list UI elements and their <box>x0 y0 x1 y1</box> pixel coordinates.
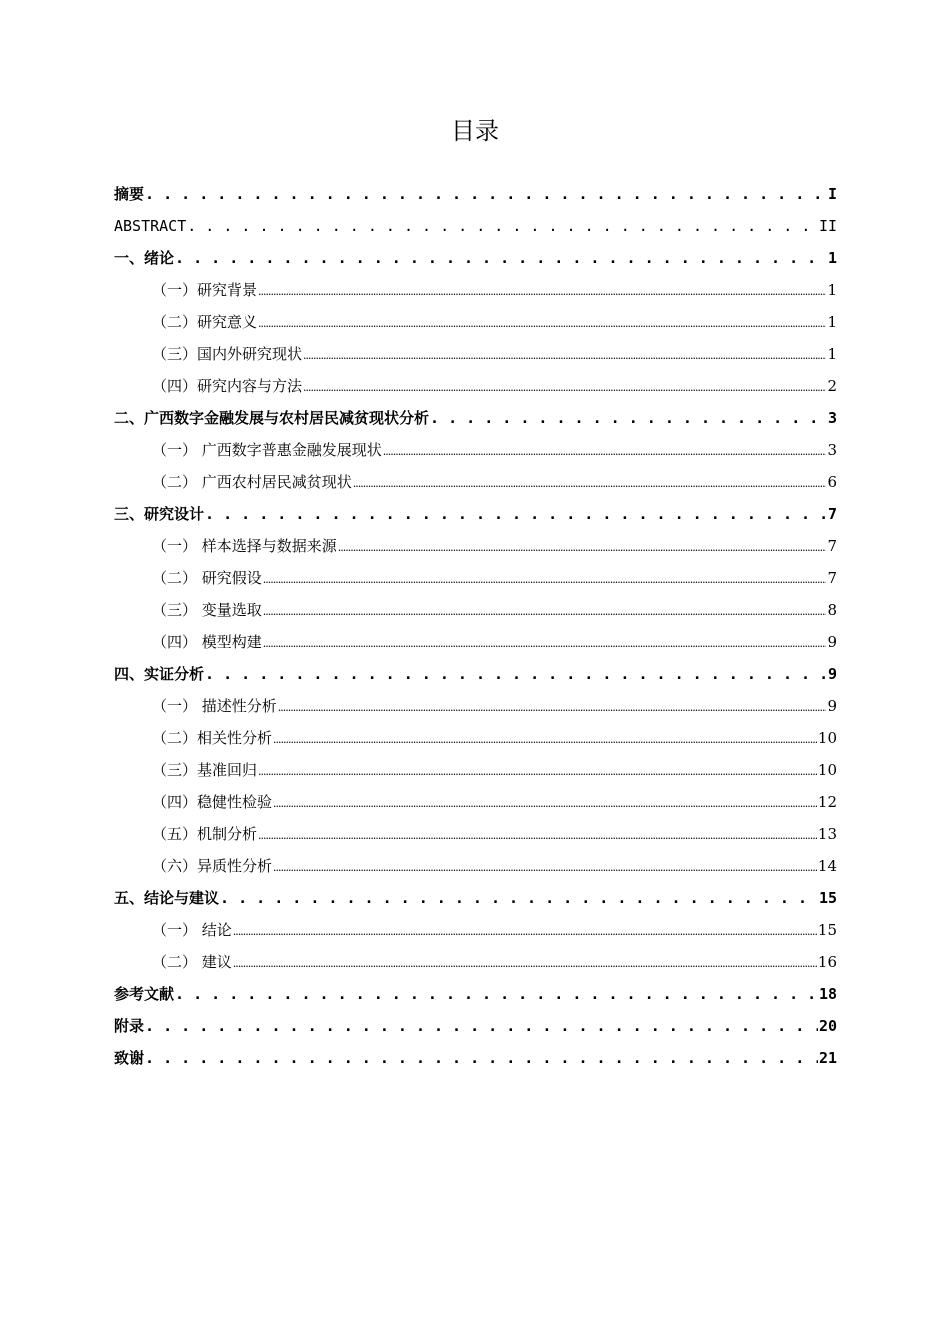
toc-entry-label: 致谢 <box>114 1049 145 1067</box>
toc-entry-page-number: 9 <box>827 633 837 651</box>
toc-entry[interactable] <box>114 754 837 786</box>
toc-entry[interactable] <box>114 178 837 210</box>
toc-entry-page-number: 1 <box>827 249 837 267</box>
toc-dot-leader <box>233 948 817 980</box>
toc-entry-page-number: 14 <box>817 857 837 875</box>
toc-dot-leader <box>273 852 817 884</box>
toc-entry-label: 二、广西数字金融发展与农村居民减贫现状分析 <box>114 409 430 427</box>
toc-entry-page-number: 7 <box>827 505 837 523</box>
toc-dot-leader <box>338 532 827 564</box>
toc-entry[interactable] <box>114 466 837 498</box>
toc-entry-page-number: 15 <box>817 921 837 939</box>
toc-entry-label: （四）稳健性检验 <box>152 793 273 811</box>
toc-entry-label: （二）研究意义 <box>152 313 258 331</box>
toc-entry-page-number: 10 <box>817 729 837 747</box>
toc-dot-leader <box>145 178 827 210</box>
toc-entry[interactable] <box>114 338 837 370</box>
toc-entry-label: （三） 变量选取 <box>152 601 262 619</box>
toc-dot-leader <box>258 756 817 788</box>
toc-dot-leader <box>278 692 827 724</box>
toc-entry-label: （二）相关性分析 <box>152 729 273 747</box>
toc-entry-page-number: 3 <box>827 441 837 459</box>
toc-entry-label: 四、实证分析 <box>114 665 205 683</box>
toc-entry-page-number: 15 <box>818 889 837 907</box>
toc-entry[interactable] <box>114 594 837 626</box>
toc-entry-label: ABSTRACT <box>114 217 187 235</box>
toc-entry-label: （一） 广西数字普惠金融发展现状 <box>152 441 382 459</box>
page-title: 目录 <box>451 117 499 145</box>
toc-entry-page-number: 12 <box>817 793 837 811</box>
toc-entry-page-number: 8 <box>827 601 837 619</box>
toc-entry-label: （二） 建议 <box>152 953 232 971</box>
toc-entry[interactable] <box>114 914 837 946</box>
toc-dot-leader <box>273 724 817 756</box>
toc-entry-page-number: 1 <box>827 345 837 363</box>
toc-entry-label: （五）机制分析 <box>152 825 258 843</box>
toc-entry-page-number: 10 <box>817 761 837 779</box>
toc-dot-leader <box>303 372 826 404</box>
toc-entry-label: 五、结论与建议 <box>114 889 220 907</box>
toc-entry-page-number: 2 <box>827 377 837 395</box>
toc-entry[interactable] <box>114 722 837 754</box>
toc-entry[interactable] <box>114 850 837 882</box>
toc-entry[interactable] <box>114 530 837 562</box>
toc-entry[interactable] <box>114 242 837 274</box>
toc-dot-leader <box>383 436 827 468</box>
toc-entry-page-number: II <box>818 217 837 235</box>
toc-dot-leader <box>303 340 826 372</box>
toc-entry[interactable] <box>114 434 837 466</box>
toc-entry[interactable] <box>114 658 837 690</box>
toc-dot-leader <box>258 820 817 852</box>
toc-entry-page-number: 7 <box>827 569 837 587</box>
toc-dot-leader <box>220 882 818 914</box>
toc-entry-page-number: 16 <box>817 953 837 971</box>
toc-entry-page-number: 3 <box>827 409 837 427</box>
toc-dot-leader <box>233 916 817 948</box>
toc-entry-label: （一） 描述性分析 <box>152 697 277 715</box>
toc-dot-leader <box>258 308 826 340</box>
toc-entry[interactable] <box>114 786 837 818</box>
toc-entry-label: 三、研究设计 <box>114 505 205 523</box>
toc-entry-label: （二） 研究假设 <box>152 569 262 587</box>
toc-entry[interactable] <box>114 626 837 658</box>
toc-entry-label: 参考文献 <box>114 985 175 1003</box>
toc-entry[interactable] <box>114 210 837 242</box>
toc-dot-leader <box>263 564 827 596</box>
toc-entry-page-number: 1 <box>827 313 837 331</box>
toc-entry-label: （一）研究背景 <box>152 281 258 299</box>
toc-entry[interactable] <box>114 690 837 722</box>
toc-entry[interactable] <box>114 274 837 306</box>
toc-dot-leader <box>145 1010 818 1042</box>
toc-dot-leader <box>187 210 818 242</box>
toc-entry-label: 摘要 <box>114 185 145 203</box>
toc-entry[interactable] <box>114 818 837 850</box>
toc-entry-page-number: 7 <box>827 537 837 555</box>
toc-entry-page-number: 21 <box>818 1049 837 1067</box>
toc-entry[interactable] <box>114 946 837 978</box>
toc-dot-leader <box>205 498 827 530</box>
toc-entry-label: （一） 样本选择与数据来源 <box>152 537 337 555</box>
toc-entry-label: 一、绪论 <box>114 249 175 267</box>
toc-entry-label: （三）国内外研究现状 <box>152 345 303 363</box>
toc-entry-label: （二） 广西农村居民减贫现状 <box>152 473 352 491</box>
toc-entry[interactable] <box>114 1042 837 1074</box>
toc-entry[interactable] <box>114 978 837 1010</box>
toc-dot-leader <box>263 596 827 628</box>
toc-entry[interactable] <box>114 498 837 530</box>
toc-entry-page-number: 18 <box>818 985 837 1003</box>
toc-entry[interactable] <box>114 370 837 402</box>
toc-entry[interactable] <box>114 1010 837 1042</box>
toc-entry-page-number: 1 <box>827 281 837 299</box>
toc-entry-label: 附录 <box>114 1017 145 1035</box>
toc-entry-label: （四） 模型构建 <box>152 633 262 651</box>
toc-dot-leader <box>175 242 827 274</box>
toc-dot-leader <box>263 628 827 660</box>
toc-entry[interactable] <box>114 882 837 914</box>
toc-dot-leader <box>258 276 826 308</box>
toc-entry-label: （一） 结论 <box>152 921 232 939</box>
toc-entry-label: （三）基准回归 <box>152 761 258 779</box>
toc-entry-label: （四）研究内容与方法 <box>152 377 303 395</box>
toc-entry-page-number: I <box>827 185 837 203</box>
toc-entry-page-number: 9 <box>827 697 837 715</box>
toc-dot-leader <box>175 978 818 1010</box>
table-of-contents <box>114 178 837 1074</box>
toc-entry-page-number: 13 <box>817 825 837 843</box>
toc-dot-leader <box>145 1042 818 1074</box>
toc-entry-page-number: 9 <box>827 665 837 683</box>
toc-entry[interactable] <box>114 562 837 594</box>
toc-entry[interactable] <box>114 306 837 338</box>
toc-dot-leader <box>205 658 827 690</box>
toc-entry-page-number: 6 <box>827 473 837 491</box>
toc-entry[interactable] <box>114 402 837 434</box>
toc-entry-page-number: 20 <box>818 1017 837 1035</box>
toc-entry-label: （六）异质性分析 <box>152 857 273 875</box>
toc-dot-leader <box>430 402 827 434</box>
toc-dot-leader <box>353 468 827 500</box>
toc-dot-leader <box>273 788 817 820</box>
